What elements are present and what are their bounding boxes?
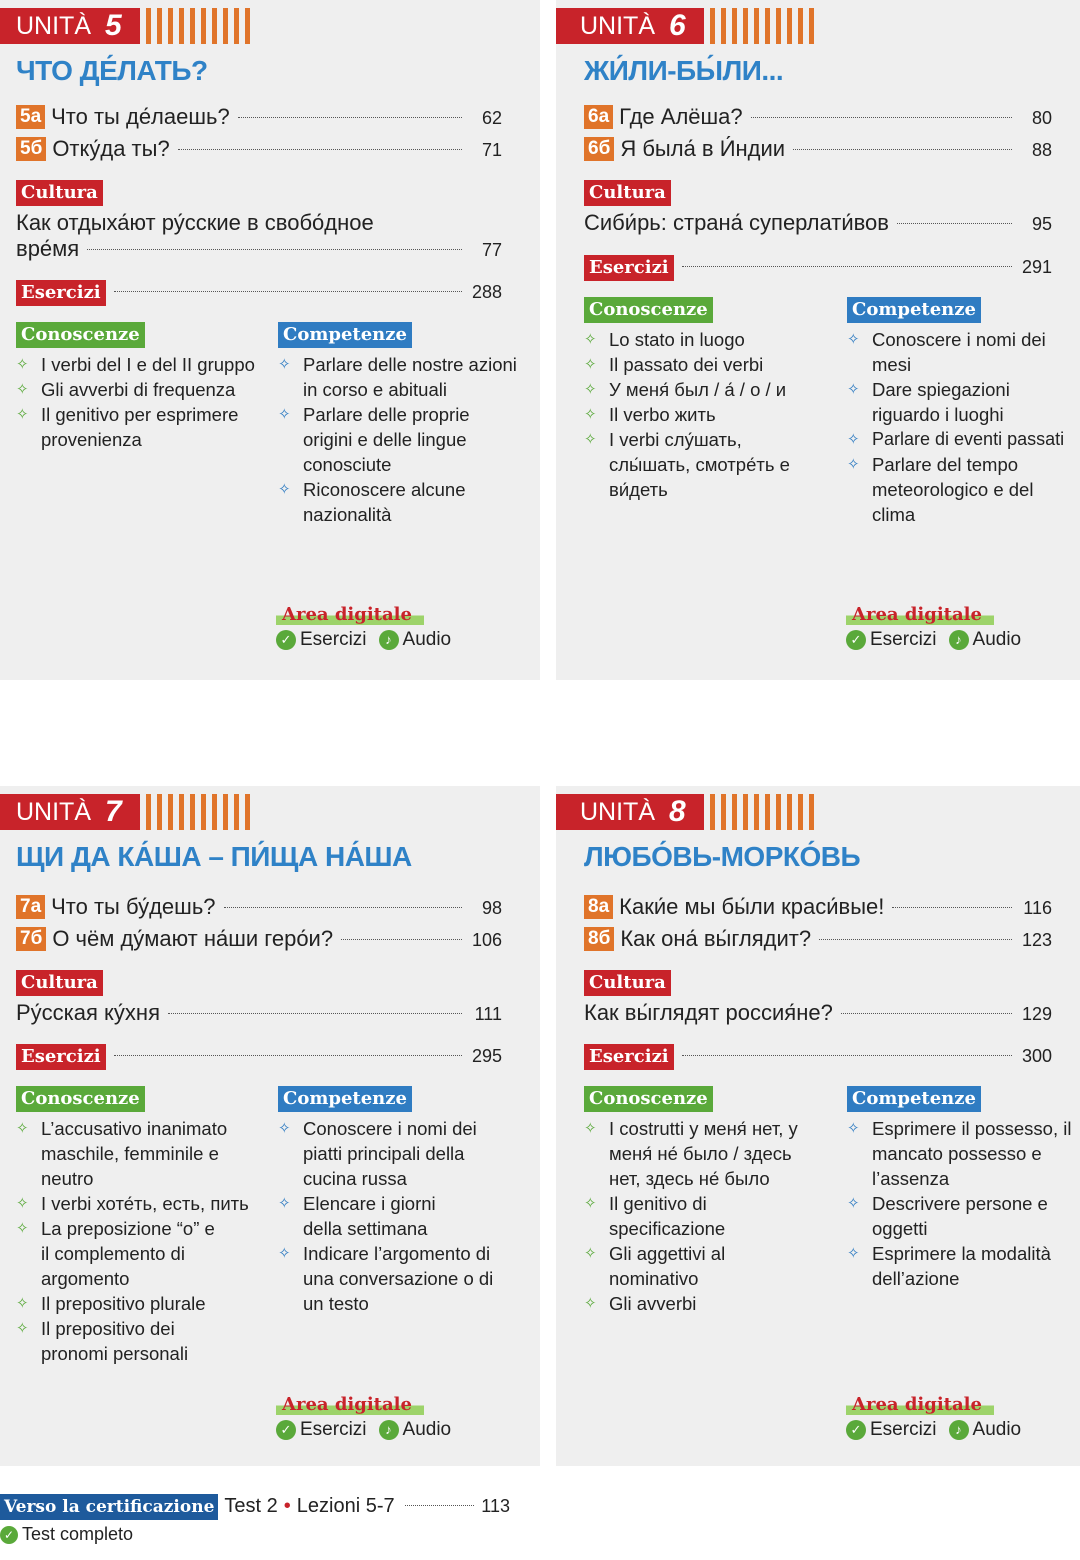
dot-leader <box>682 1055 1012 1056</box>
area-digitale <box>846 1394 1021 1441</box>
dot-leader <box>114 1055 462 1056</box>
list-item: ✧ Il prepositivo plurale <box>16 1291 261 1316</box>
audio-icon: ♪ <box>379 630 399 650</box>
competenze-tag: Competenze <box>278 1086 412 1112</box>
list-item: ✧ Riconoscere alcune nazionalità <box>278 477 518 527</box>
dot-leader <box>178 149 462 150</box>
lesson-row[interactable] <box>584 926 1052 953</box>
area-esercizi-label: Esercizi <box>870 1419 937 1440</box>
unit-label: UNITÀ <box>16 11 91 40</box>
lesson-title: Что ты бу́дешь? <box>51 894 216 919</box>
list-item: ✧ Dare spiegazioni riguardo i luoghi <box>847 377 1047 427</box>
list-item: ✧ Gli aggettivi al nominativo <box>584 1241 749 1291</box>
dot-leader <box>87 249 462 250</box>
list-item: ✧ Il genitivo di specificazione <box>584 1191 769 1241</box>
dot-leader <box>892 907 1012 908</box>
page-number: 300 <box>1021 1046 1052 1066</box>
competenze-list <box>847 327 1077 527</box>
cultura-row[interactable] <box>16 1000 502 1026</box>
page-number: 288 <box>471 282 502 302</box>
list-item: ✧ Descrivere persone e oggetti <box>847 1191 1052 1241</box>
area-digitale <box>846 604 1021 651</box>
list-item: ✧ Parlare del tempo meteorologico e del clima <box>847 452 1047 527</box>
area-esercizi-link[interactable] <box>846 629 937 651</box>
esercizi-row[interactable] <box>16 1044 502 1070</box>
lesson-row[interactable] <box>584 136 1052 163</box>
unit-title: ЧТО ДЕ́ЛАТЬ? <box>16 55 208 86</box>
dot-leader <box>819 939 1012 940</box>
unit-label: UNITÀ <box>16 797 91 826</box>
conoscenze-list <box>16 1116 261 1366</box>
dot-leader <box>897 223 1012 224</box>
page-number: 62 <box>481 108 502 128</box>
area-audio-link[interactable] <box>949 629 1022 651</box>
bullet-dot: • <box>283 1495 291 1517</box>
list-item: ✧ Il passato dei verbi <box>584 352 824 377</box>
list-item: ✧ Indicare l’argomento di una conversazione o di un testo <box>278 1241 518 1316</box>
lesson-row[interactable] <box>16 136 502 163</box>
area-audio-label: Audio <box>972 1419 1022 1440</box>
list-item: ✧ Esprimere la modalità dell’azione <box>847 1241 1072 1291</box>
dot-leader <box>405 1505 474 1506</box>
page-number: 106 <box>471 930 502 950</box>
lessons-label: Lezioni 5-7 <box>296 1495 395 1517</box>
unit-header <box>0 8 256 44</box>
page-number: 80 <box>1031 108 1052 128</box>
unit-title: ЩИ ДА КА́ША – ПИ́ЩА НА́ША <box>16 841 412 872</box>
dot-leader <box>224 907 462 908</box>
list-item: ✧ I costrutti у меня́ нет, у меня́ не́ было / здесь нет, здесь не́ было <box>584 1116 814 1191</box>
page-number: 291 <box>1021 257 1052 277</box>
page-number: 113 <box>481 1496 510 1516</box>
dot-leader <box>341 939 462 940</box>
esercizi-row[interactable] <box>16 280 502 306</box>
list-item: ✧ Elencare i giorni della settimana <box>278 1191 478 1241</box>
unit-number: 6 <box>669 9 686 42</box>
unit-label-box <box>0 8 140 44</box>
area-audio-label: Audio <box>402 629 452 650</box>
certification-footer <box>0 1494 510 1545</box>
certification-row[interactable] <box>0 1494 510 1520</box>
list-item: ✧ Lo stato in luogo <box>584 327 824 352</box>
area-esercizi-link[interactable] <box>276 629 367 651</box>
lesson-title: О чём ду́мают на́ши геро́и? <box>52 926 334 951</box>
cultura-line-2: вре́мя <box>16 236 80 261</box>
cultura-line: Сиби́рь: страна́ суперлати́вов <box>584 210 889 235</box>
cultura-row[interactable] <box>584 1000 1052 1026</box>
unit-title: ЛЮБО́ВЬ-МОРКО́ВЬ <box>584 841 861 872</box>
unit-header <box>556 794 820 830</box>
list-item: ✧ Il verbo жить <box>584 402 824 427</box>
lesson-title: Что ты де́лаешь? <box>51 104 230 129</box>
list-item: ✧ У меня́ был / а́ / о / и <box>584 377 824 402</box>
page-number: 116 <box>1023 898 1052 918</box>
lesson-code-badge: 5а <box>16 105 45 129</box>
unit-number: 7 <box>105 795 122 828</box>
dot-leader <box>238 117 462 118</box>
decorative-stripes <box>710 8 820 44</box>
list-item: ✧ Conoscere i nomi dei piatti principali della cucina russa <box>278 1116 488 1191</box>
area-digitale-tag: Area digitale <box>846 604 994 625</box>
esercizi-tag: Esercizi <box>16 280 106 306</box>
check-icon: ✓ <box>0 1526 18 1544</box>
audio-icon: ♪ <box>949 630 969 650</box>
list-item: ✧ I verbi слу́шать, слы́шать, смотре́ть е ви́деть <box>584 427 799 502</box>
competenze-tag: Competenze <box>847 297 981 323</box>
page-number: 88 <box>1031 140 1052 160</box>
conoscenze-tag: Conoscenze <box>584 1086 713 1112</box>
page-number: 111 <box>474 1004 502 1024</box>
list-item: ✧ Conoscere i nomi dei mesi <box>847 327 1047 377</box>
area-audio-link[interactable] <box>949 1419 1022 1441</box>
audio-icon: ♪ <box>379 1420 399 1440</box>
lesson-title: Как она́ вы́глядит? <box>620 926 812 951</box>
unit-panel-8 <box>556 786 1080 1466</box>
dot-leader <box>168 1013 462 1014</box>
lesson-title: Где Алёша? <box>619 104 743 129</box>
unit-number: 5 <box>105 9 122 42</box>
esercizi-tag: Esercizi <box>16 1044 106 1070</box>
list-item: ✧ Parlare di eventi passati <box>847 427 1077 452</box>
unit-panel-7 <box>0 786 540 1466</box>
cultura-tag: Cultura <box>16 180 103 206</box>
dot-leader <box>682 266 1012 267</box>
conoscenze-list <box>584 1116 814 1316</box>
conoscenze-list <box>16 352 256 452</box>
lesson-code-badge: 7а <box>16 895 45 919</box>
lesson-row[interactable] <box>584 104 1052 131</box>
audio-icon: ♪ <box>949 1420 969 1440</box>
page-number: 295 <box>471 1046 502 1066</box>
check-icon: ✓ <box>846 630 866 650</box>
list-item: ✧ I verbi хоте́ть, есть, пить <box>16 1191 261 1216</box>
test-completo-label: Test completo <box>22 1524 134 1544</box>
page-number: 123 <box>1021 930 1052 950</box>
list-item: ✧ Parlare delle proprie origini e delle lingue conosciute <box>278 402 518 477</box>
cultura-tag: Cultura <box>584 180 671 206</box>
lesson-row[interactable] <box>16 926 502 953</box>
area-digitale-tag: Area digitale <box>276 1394 424 1415</box>
lesson-row[interactable] <box>16 894 502 921</box>
lesson-row[interactable] <box>584 894 1052 921</box>
conoscenze-list <box>584 327 824 502</box>
dot-leader <box>793 149 1012 150</box>
competenze-tag: Competenze <box>847 1086 981 1112</box>
lesson-row[interactable] <box>16 104 502 131</box>
unit-header <box>556 8 820 44</box>
page-number: 77 <box>481 240 502 260</box>
lesson-code-badge: 6б <box>584 137 614 161</box>
lesson-code-badge: 5б <box>16 137 46 161</box>
esercizi-tag: Esercizi <box>584 255 674 281</box>
unit-panel-5 <box>0 0 540 680</box>
check-icon: ✓ <box>846 1420 866 1440</box>
list-item: ✧ Il genitivo per esprimere provenienza <box>16 402 256 452</box>
conoscenze-tag: Conoscenze <box>16 322 145 348</box>
cultura-line: Ру́сская ку́хня <box>16 1000 160 1025</box>
cultura-line: Как вы́глядят россия́не? <box>584 1000 833 1025</box>
unit-panel-6 <box>556 0 1080 680</box>
esercizi-row[interactable] <box>584 255 1052 281</box>
unit-label-box <box>556 8 704 44</box>
area-digitale-tag: Area digitale <box>276 604 424 625</box>
area-audio-link[interactable] <box>379 629 452 651</box>
unit-title: ЖИ́ЛИ-БЫ́ЛИ... <box>584 55 784 86</box>
lesson-title: Отку́да ты? <box>52 136 170 161</box>
page-number: 95 <box>1031 214 1052 234</box>
list-item: ✧ Il prepositivo dei pronomi personali <box>16 1316 216 1366</box>
dot-leader <box>841 1013 1012 1014</box>
lesson-code-badge: 8б <box>584 927 614 951</box>
list-item: ✧ Gli avverbi <box>584 1291 814 1316</box>
certification-tag: Verso la certificazione <box>0 1494 218 1520</box>
area-digitale-tag: Area digitale <box>846 1394 994 1415</box>
decorative-stripes <box>146 794 256 830</box>
competenze-tag: Competenze <box>278 322 412 348</box>
conoscenze-tag: Conoscenze <box>584 297 713 323</box>
list-item: ✧ I verbi del I e del II gruppo <box>16 352 256 377</box>
area-audio-label: Audio <box>972 629 1022 650</box>
decorative-stripes <box>146 8 256 44</box>
decorative-stripes <box>710 794 820 830</box>
area-esercizi-label: Esercizi <box>300 1419 367 1440</box>
cultura-tag: Cultura <box>584 970 671 996</box>
unit-label-box <box>0 794 140 830</box>
unit-label-box <box>556 794 704 830</box>
area-esercizi-label: Esercizi <box>870 629 937 650</box>
area-digitale <box>276 604 451 651</box>
area-audio-link[interactable] <box>379 1419 452 1441</box>
lesson-title: Я была́ в И́ндии <box>620 136 786 161</box>
list-item: ✧ Esprimere il possesso, il mancato possesso e l’assenza <box>847 1116 1072 1191</box>
list-item: ✧ Parlare delle nostre azioni in corso e abituali <box>278 352 518 402</box>
lesson-code-badge: 6а <box>584 105 613 129</box>
unit-label: UNITÀ <box>580 797 655 826</box>
list-item: ✧ L’accusativo inanimato maschile, femminile e neutro <box>16 1116 246 1191</box>
page-number: 98 <box>481 898 502 918</box>
lesson-code-badge: 7б <box>16 927 46 951</box>
area-esercizi-link[interactable] <box>276 1419 367 1441</box>
dot-leader <box>751 117 1012 118</box>
cultura-line[interactable]: Как отдыха́ют ру́сские в свобо́дное <box>16 210 374 235</box>
list-item: ✧ Gli avverbi di frequenza <box>16 377 256 402</box>
area-esercizi-label: Esercizi <box>300 629 367 650</box>
unit-label: UNITÀ <box>580 11 655 40</box>
competenze-list <box>278 1116 518 1316</box>
conoscenze-tag: Conoscenze <box>16 1086 145 1112</box>
dot-leader <box>114 291 462 292</box>
page-number: 71 <box>481 140 502 160</box>
test-completo-link[interactable] <box>0 1524 510 1545</box>
esercizi-tag: Esercizi <box>584 1044 674 1070</box>
area-digitale <box>276 1394 451 1441</box>
lesson-title: Каки́е мы бы́ли краси́вые! <box>619 894 885 919</box>
competenze-list <box>278 352 518 527</box>
lesson-code-badge: 8а <box>584 895 613 919</box>
test-label: Test 2 <box>224 1495 278 1517</box>
esercizi-row[interactable] <box>584 1044 1052 1070</box>
unit-header <box>0 794 256 830</box>
cultura-tag: Cultura <box>16 970 103 996</box>
unit-number: 8 <box>669 795 686 828</box>
competenze-list <box>847 1116 1075 1291</box>
page-number: 129 <box>1021 1004 1052 1024</box>
cultura-row[interactable] <box>16 236 502 262</box>
check-icon: ✓ <box>276 1420 296 1440</box>
cultura-row[interactable] <box>584 210 1052 236</box>
area-audio-label: Audio <box>402 1419 452 1440</box>
area-esercizi-link[interactable] <box>846 1419 937 1441</box>
list-item: ✧ La preposizione “о” e il complemento di argomento <box>16 1216 216 1291</box>
check-icon: ✓ <box>276 630 296 650</box>
